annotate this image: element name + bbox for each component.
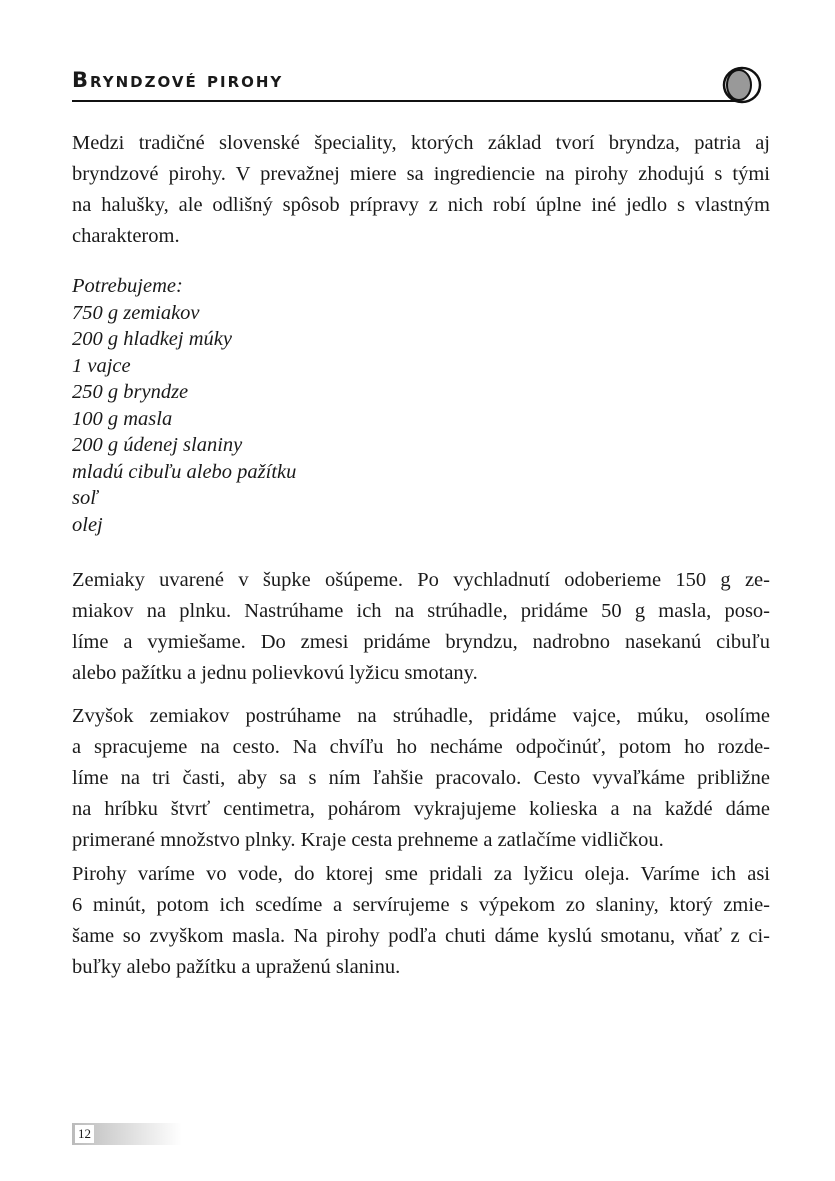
text-line: na hríbku štvrť centimetra, pohárom vykrajujeme kolieska a na každé dáme bbox=[72, 798, 770, 820]
text-line: buľky alebo pažítku a upraženú slaninu. bbox=[72, 956, 401, 978]
ingredient-item: soľ bbox=[72, 487, 98, 509]
page-title: Bryndzové pirohy bbox=[72, 68, 284, 92]
intro-paragraph bbox=[72, 128, 770, 252]
ingredient-item: olej bbox=[72, 513, 103, 536]
text-line: 6 minút, potom ich scedíme a servírujeme s výpekom zo slaniny, ktorý zmie- bbox=[72, 894, 770, 916]
title-rule bbox=[72, 100, 744, 102]
step-paragraph-3 bbox=[72, 859, 770, 983]
ingredient-item: 1 vajce bbox=[72, 354, 131, 377]
ingredient-item: 750 g zemiakov bbox=[72, 301, 200, 324]
step-paragraph-1 bbox=[72, 565, 770, 689]
text-line: charakterom. bbox=[72, 225, 180, 247]
ingredients-list bbox=[72, 273, 296, 538]
text-line: líme na tri časti, aby sa s ním ľahšie pracovalo. Cesto vyvaľkáme približne bbox=[72, 767, 770, 789]
page-number: 12 bbox=[75, 1125, 94, 1143]
coin-emblem-icon bbox=[722, 66, 762, 104]
ingredient-item: 250 g bryndze bbox=[72, 381, 189, 403]
text-line: alebo pažítku a jednu polievkovú lyžicu smotany. bbox=[72, 662, 478, 684]
text-line: miakov na plnku. Nastrúhame ich na strúhadle, pridáme 50 g masla, poso- bbox=[72, 600, 770, 622]
text-line: a spracujeme na cesto. Na chvíľu ho necháme odpočinúť, potom ho rozde- bbox=[72, 736, 770, 758]
text-line: Zemiaky uvarené v šupke ošúpeme. Po vychladnutí odoberieme 150 g ze- bbox=[72, 569, 770, 591]
ingredient-item: 200 g hladkej múky bbox=[72, 328, 232, 350]
page-number-bar bbox=[72, 1123, 182, 1145]
text-line: líme a vymiešame. Do zmesi pridáme bryndzu, nadrobno nasekanú cibuľu bbox=[72, 631, 770, 653]
text-line: na halušky, ale odlišný spôsob prípravy z nich robí úplne iné jedlo s vlastným bbox=[72, 194, 770, 216]
step-paragraph-2 bbox=[72, 701, 770, 856]
ingredient-item: 200 g údenej slaniny bbox=[72, 434, 243, 456]
text-line: šame so zvyškom masla. Na pirohy podľa chuti dáme kyslú smotanu, vňať z ci- bbox=[72, 925, 770, 947]
text-line: bryndzové pirohy. V prevažnej miere sa ingrediencie na pirohy zhodujú s tými bbox=[72, 163, 770, 185]
text-line: Zvyšok zemiakov postrúhame na strúhadle, pridáme vajce, múku, osolíme bbox=[72, 705, 770, 727]
ingredient-item: 100 g masla bbox=[72, 407, 173, 430]
ingredients-heading: Potrebujeme: bbox=[72, 275, 183, 297]
text-line: Pirohy varíme vo vode, do ktorej sme pridali za lyžicu oleja. Varíme ich asi bbox=[72, 863, 770, 885]
text-line: Medzi tradičné slovenské špeciality, ktorých základ tvorí bryndza, patria aj bbox=[72, 132, 770, 154]
text-line: primerané množstvo plnky. Kraje cesta prehneme a zatlačíme vidličkou. bbox=[72, 829, 664, 851]
ingredient-item: mladú cibuľu alebo pažítku bbox=[72, 460, 297, 483]
